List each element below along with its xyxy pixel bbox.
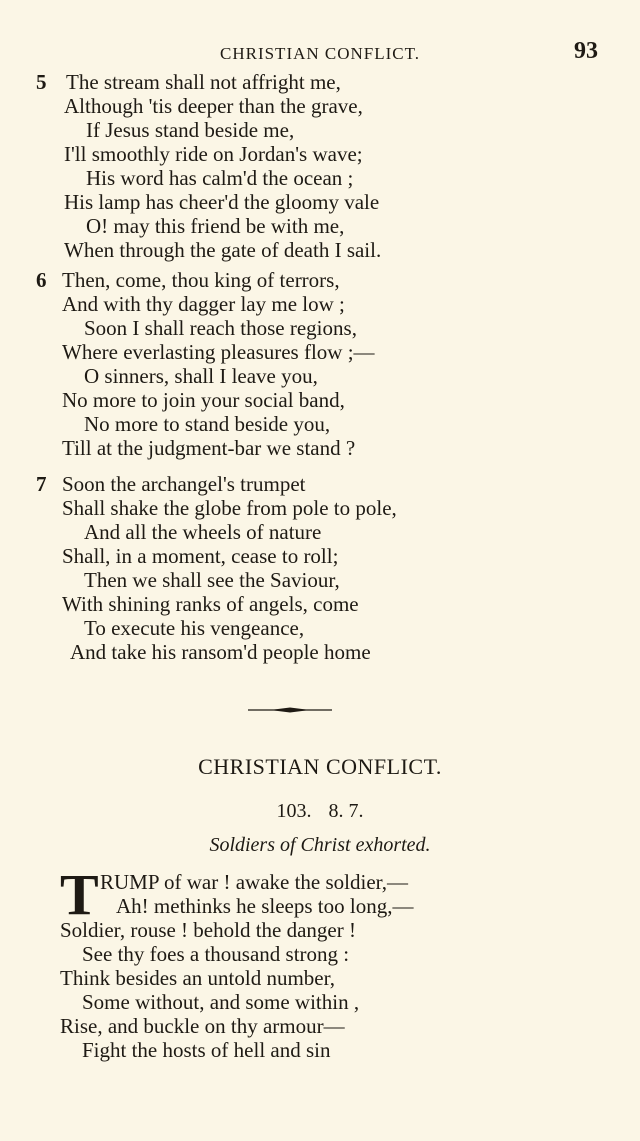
hymn-heading: [0, 800, 640, 823]
verse-line: See thy foes a thousand strong :: [82, 942, 350, 966]
verse-line: Shall, in a moment, cease to roll;: [62, 544, 339, 568]
hymn-subtitle: Soldiers of Christ exhorted.: [209, 834, 431, 856]
verse-line: Shall shake the globe from pole to pole,: [62, 496, 397, 520]
verse-line: To execute his vengeance,: [84, 616, 305, 640]
verse-line: His word has calm'd the ocean ;: [86, 166, 354, 190]
verse-line: Soon I shall reach those regions,: [84, 316, 357, 340]
verse-line: Fight the hosts of hell and sin: [82, 1038, 331, 1062]
verse-line: When through the gate of death I sail.: [64, 238, 382, 262]
verse-line: Then, come, thou king of terrors,: [62, 268, 340, 292]
page-number: 93: [574, 38, 598, 64]
verse-line: The stream shall not affright me,: [66, 70, 341, 94]
verse-line: And all the wheels of nature: [84, 520, 322, 544]
drop-cap: T: [60, 862, 99, 927]
verse-line: Till at the judgment-bar we stand ?: [62, 436, 356, 460]
verse-line: Soldier, rouse ! behold the danger !: [60, 918, 356, 942]
verse-line: And take his ransom'd people home: [70, 640, 371, 664]
section-title: CHRISTIAN CONFLICT.: [198, 754, 442, 779]
stanza-number: 6: [36, 268, 47, 292]
verse-line: No more to join your social band,: [62, 388, 345, 412]
verse-line: Then we shall see the Saviour,: [84, 568, 340, 592]
verse-line: O! may this friend be with me,: [86, 214, 345, 238]
stanza-number: 7: [36, 472, 47, 496]
verse-line: And with thy dagger lay me low ;: [62, 292, 345, 316]
stanza-number: 5: [36, 70, 47, 94]
ornamental-divider: [248, 706, 332, 714]
verse-line: If Jesus stand beside me,: [86, 118, 295, 142]
verse-line: I'll smoothly ride on Jordan's wave;: [64, 142, 363, 166]
verse-line: RUMP of war ! awake the soldier,—: [100, 870, 409, 894]
running-title: CHRISTIAN CONFLICT.: [219, 44, 421, 63]
verse-line: Where everlasting pleasures flow ;—: [62, 340, 375, 364]
hymn-meter: 8. 7.: [328, 800, 364, 822]
verse-line: Some without, and some within ,: [82, 990, 360, 1014]
verse-line: His lamp has cheer'd the gloomy vale: [64, 190, 380, 214]
hymn-number: 103.: [276, 800, 312, 822]
verse-line: No more to stand beside you,: [84, 412, 331, 436]
verse-line: Although 'tis deeper than the grave,: [64, 94, 363, 118]
verse-line: Rise, and buckle on thy armour—: [60, 1014, 345, 1038]
verse-line: Ah! methinks he sleeps too long,—: [116, 894, 414, 918]
verse-line: O sinners, shall I leave you,: [84, 364, 318, 388]
verse-line: Soon the archangel's trumpet: [62, 472, 306, 496]
verse-line: Think besides an untold number,: [60, 966, 336, 990]
verse-line: With shining ranks of angels, come: [62, 592, 359, 616]
